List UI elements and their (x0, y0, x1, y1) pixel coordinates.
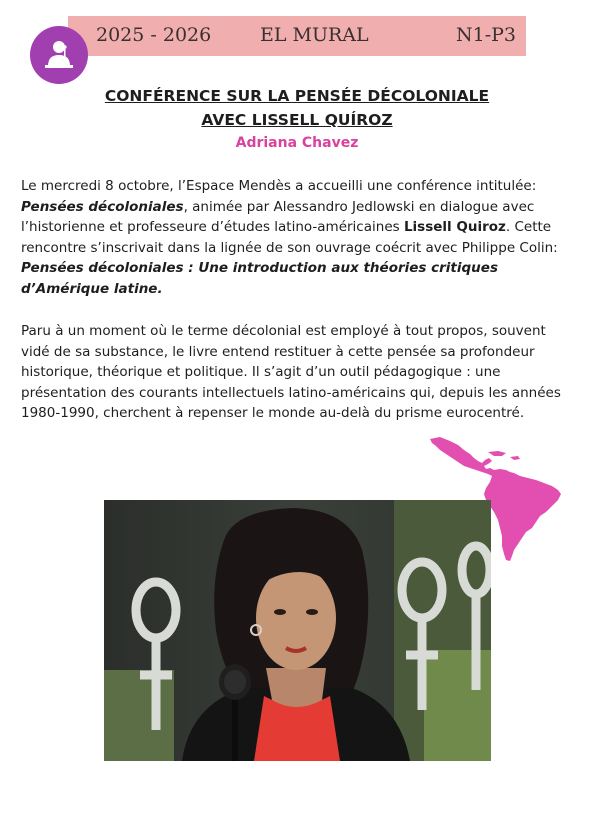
header-years: 2025 - 2026 (96, 24, 212, 46)
header-issue: N1-P3 (455, 24, 516, 46)
header-band (68, 16, 526, 56)
speaker-photo (104, 500, 491, 761)
intro-text-1: Le mercredi 8 octobre, l’Espace Mendès a accueilli une conférence intitulée: (21, 178, 537, 194)
speaker-logo (30, 26, 88, 84)
title-pensees-decoloniales: Pensées décoloniales (21, 198, 184, 215)
headline-line-1: CONFÉRENCE SUR LA PENSÉE DÉCOLONIALE (104, 87, 490, 105)
speaker-at-podium-icon (30, 26, 88, 84)
paragraph-intro (21, 176, 569, 299)
header-title: EL MURAL (260, 24, 369, 46)
intro-text-3: . Cette rencontre s’inscrivait dans la lignée de son ouvrage coécrit avec Philippe Colin: (21, 219, 558, 256)
paragraph-book: Paru à un moment où le terme décolonial est employé à tout propos, souvent vidé de sa substance, le livre entend restituer à cette pensée sa profondeur historique, théorique et politique. Il s’agit d’un outil pédagogique : une présentation des courants intellectuels latino-américains qui, depuis les années 1980-1990, cherchent à repenser le monde au-delà du prisme eurocentré. (21, 323, 561, 421)
book-title: Pensées décoloniales : Une introduction aux théories critiques d’Amérique latine. (21, 260, 498, 297)
headline-line-2: AVEC LISSELL QUÍROZ (201, 111, 393, 129)
speaker-name: Lissell Quiroz (403, 219, 506, 235)
intro-text-2: , animée par Alessandro Jedlowski en dialogue avec l’historienne et professeure d’études latino-américaines (21, 198, 535, 235)
author-byline: Adriana Chavez (235, 135, 359, 151)
